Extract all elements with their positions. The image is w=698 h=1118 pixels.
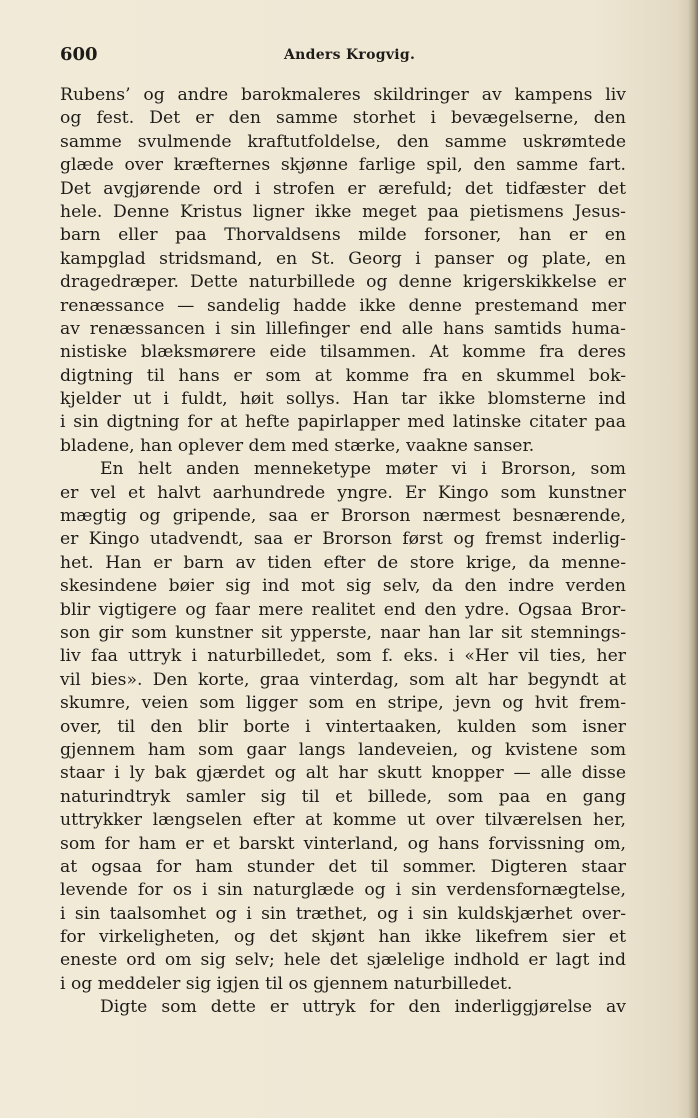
text-line: kjelder ut i fuldt, høit sollys. Han tar ikke blomsterne ind: [60, 389, 626, 410]
text-line: av renæssancen i sin lillefinger end alle hans samtids huma-: [60, 318, 626, 339]
text-line: son gir som kunstner sit ypperste, naar han lar sit stemnings-: [60, 622, 626, 643]
text-line: naturindtryk samler sig til et billede, som paa en gang: [60, 786, 626, 807]
text-line: kampglad stridsmand, en St. Georg i panser og plate, en: [60, 248, 626, 269]
text-line: over, til den blir borte i vintertaaken, kulden som isner: [60, 716, 626, 737]
text-line: blir vigtigere og faar mere realitet end den ydre. Ogsaa Bror-: [60, 599, 626, 620]
text-line: Rubens’ og andre barokmaleres skildringer av kampens liv: [60, 85, 626, 105]
text-line: Det avgjørende ord i strofen er ærefuld; det tidfæster det: [60, 178, 626, 199]
text-line: liv faa uttryk i naturbilledet, som f. eks. i «Her vil ties, her: [60, 646, 626, 667]
text-line: nistiske blæksmørere eide tilsammen. At komme fra deres: [60, 342, 626, 363]
text-line: levende for os i sin naturglæde og i sin verdensfornægtelse,: [60, 880, 626, 901]
text-line: som for ham er et barskt vinterland, og hans forvissning om,: [60, 833, 626, 854]
page-edge-shadow: [688, 0, 698, 1118]
text-line: eneste ord om sig selv; hele det sjælelige indhold er lagt ind: [60, 950, 626, 971]
text-line: Digte som dette er uttryk for den inderliggjørelse av: [100, 997, 626, 1018]
text-line: og fest. Det er den samme storhet i bevægelserne, den: [60, 108, 626, 129]
text-line: digtning til hans er som at komme fra en skummel bok-: [60, 365, 626, 386]
text-line: uttrykker længselen efter at komme ut over tilværelsen her,: [60, 810, 626, 831]
text-line: gjennem ham som gaar langs landeveien, og kvistene som: [60, 739, 626, 760]
text-line: het. Han er barn av tiden efter de store krige, da menne-: [60, 552, 626, 573]
text-line: bladene, han oplever dem med stærke, vaakne sanser.: [60, 435, 535, 456]
text-line: i sin digtning for at hefte papirlapper med latinske citater paa: [60, 412, 626, 433]
text-line: mægtig og gripende, saa er Brorson nærmest besnærende,: [60, 506, 626, 527]
text-line: dragedræper. Dette naturbillede og denne krigerskikkelse er: [60, 272, 626, 293]
text-line: staar i ly bak gjærdet og alt har skutt knopper — alle disse: [60, 763, 626, 784]
text-line: er vel et halvt aarhundrede yngre. Er Kingo som kunstner: [60, 482, 626, 503]
running-head: Anders Krogvig.: [284, 47, 416, 63]
text-line: for virkeligheten, og det skjønt han ikke likefrem sier et: [60, 927, 626, 948]
text-line: skesindene bøier sig ind mot sig selv, da den indre verden: [60, 576, 626, 597]
text-line: glæde over kræfternes skjønne farlige spil, den samme fart.: [60, 155, 626, 176]
text-line: hele. Denne Kristus ligner ikke meget paa pietismens Jesus-: [60, 201, 626, 222]
text-line: samme svulmende kraftutfoldelse, den samme uskrømtede: [60, 131, 626, 152]
page-number: 600: [60, 44, 98, 65]
text-line: skumre, veien som ligger som en stripe, jevn og hvit frem-: [60, 693, 626, 714]
text-line: renæssance — sandelig hadde ikke denne prestemand mer: [60, 295, 626, 316]
text-line: En helt anden menneketype møter vi i Brorson, som: [100, 459, 626, 480]
text-line: at ogsaa for ham stunder det til sommer. Digteren staar: [60, 856, 626, 877]
text-line: er Kingo utadvendt, saa er Brorson først og fremst inderlig-: [60, 529, 626, 550]
text-line: barn eller paa Thorvaldsens milde forsoner, han er en: [60, 225, 626, 246]
text-line: i og meddeler sig igjen til os gjennem naturbilledet.: [60, 973, 513, 994]
text-line: i sin taalsomhet og i sin træthet, og i sin kuldskjærhet over-: [60, 903, 626, 924]
text-line: vil bies». Den korte, graa vinterdag, som alt har begyndt at: [60, 669, 626, 690]
page-header: [60, 44, 630, 68]
body-text: [60, 84, 626, 1020]
